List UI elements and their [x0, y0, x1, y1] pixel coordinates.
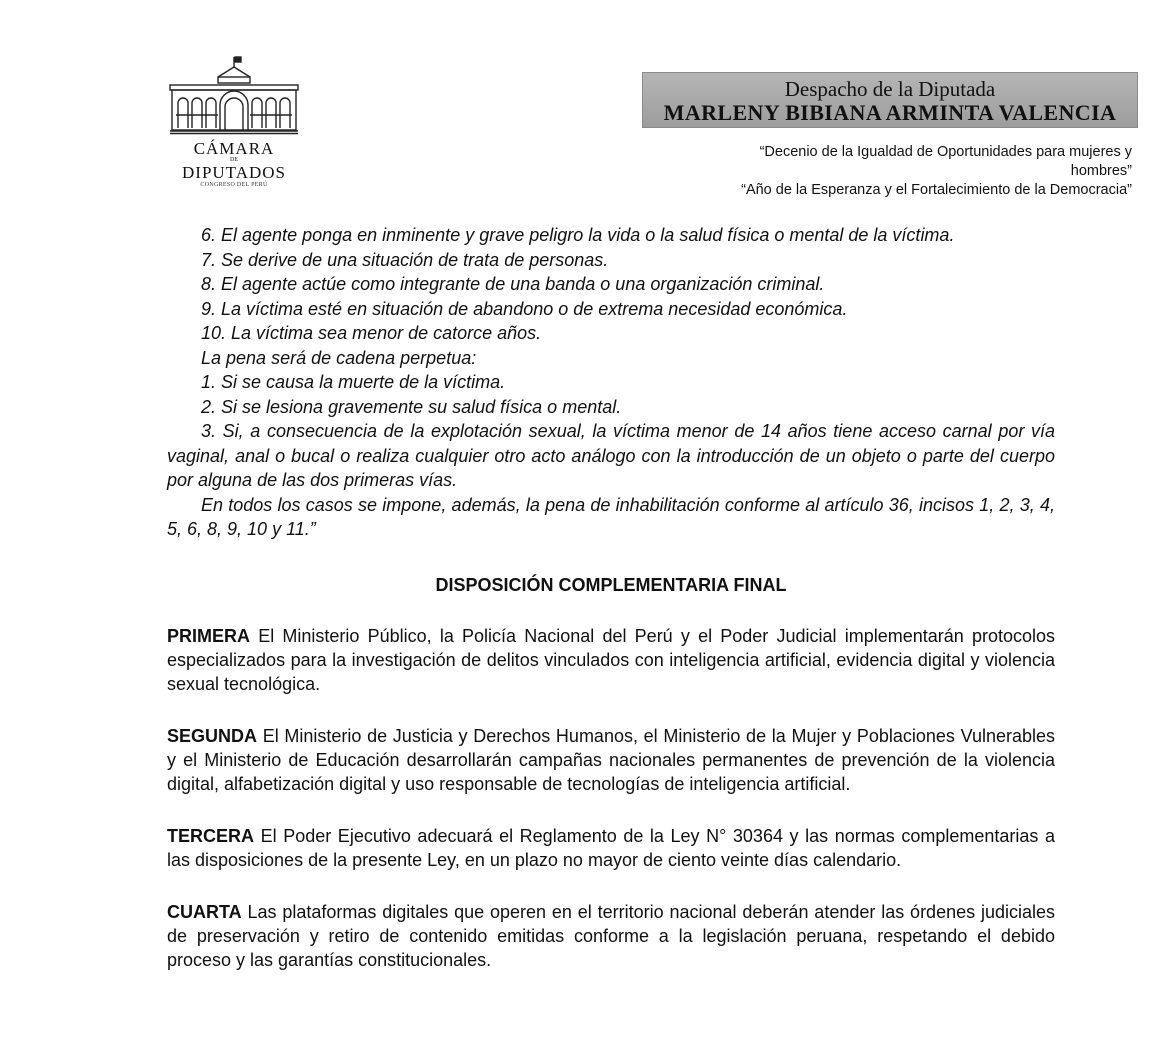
- list-item: 9. La víctima esté en situación de abandono o de extrema necesidad económica.: [201, 298, 848, 319]
- office-title: Despacho de la Diputada: [784, 77, 996, 101]
- list-item: 10. La víctima sea menor de catorce años.: [201, 323, 542, 343]
- disposition-cuarta: [167, 900, 1055, 972]
- congress-building-icon: [168, 55, 300, 135]
- disposition-text: El Ministerio de Justicia y Derechos Humanos, el Ministerio de la Mujer y Poblaciones Vulnerables y el Ministerio de Educación desarrollarán campañas nacionales permanentes de prevención de la violencia digital, alfabetización digital y uso responsable de tecnologías de inteligencia artificial.: [167, 725, 1055, 794]
- article-continuation: [167, 223, 1055, 542]
- list-item: 1. Si se causa la muerte de la víctima.: [201, 372, 506, 392]
- document-body: [167, 223, 1055, 972]
- disposition-segunda: [167, 724, 1055, 796]
- list-item: 8. El agente actúe como integrante de una banda o una organización criminal.: [201, 274, 825, 294]
- section-title: DISPOSICIÓN COMPLEMENTARIA FINAL: [435, 574, 787, 595]
- list-item: 3. Si, a consecuencia de la explotación sexual, la víctima menor de 14 años tiene acceso carnal por vía vaginal, anal o bucal o realiza cualquier otro acto análogo con la introducción de un objeto o parte del cuerpo por alguna de las dos primeras vías.: [167, 421, 1055, 490]
- disposition-label: SEGUNDA: [167, 725, 258, 746]
- year-name: “Año de la Esperanza y el Fortalecimiento de la Democracia”: [741, 182, 1132, 198]
- list-item: 7. Se derive de una situación de trata de personas.: [201, 249, 609, 270]
- disposition-text: El Ministerio Público, la Policía Nacional del Perú y el Poder Judicial implementarán protocolos especializados para la investigación de delitos vinculados con inteligencia artificial, evidencia digital y violencia sexual tecnológica.: [167, 625, 1055, 694]
- office-banner: [642, 72, 1138, 128]
- logo-text-diputados: DIPUTADOS: [182, 163, 286, 182]
- logo-text-congreso: CONGRESO DEL PERÚ: [200, 182, 268, 188]
- disposition-text: El Poder Ejecutivo adecuará el Reglamento de la Ley N° 30364 y las normas complementarias a las disposiciones de la presente Ley, en un plazo no mayor de ciento veinte días calendario.: [167, 825, 1055, 870]
- decenio-line-2: hombres”: [1070, 163, 1132, 179]
- deputy-name: MARLENY BIBIANA ARMINTA VALENCIA: [663, 100, 1117, 125]
- logo-text-de: DE: [230, 157, 238, 163]
- disposition-text: Las plataformas digitales que operen en el territorio nacional deberán atender las órdenes judiciales de preservación y retiro de contenido emitidas conforme a la legislación peruana, respetando el debido proceso y las garantías constitucionales.: [167, 901, 1055, 970]
- decenio-line-1: “Decenio de la Igualdad de Oportunidades para mujeres y: [759, 144, 1132, 160]
- disposition-label: PRIMERA: [167, 625, 251, 646]
- official-year-names: [640, 143, 1132, 200]
- list-item: 2. Si se lesiona gravemente su salud física o mental.: [201, 396, 622, 417]
- penalty-heading: La pena será de cadena perpetua:: [201, 347, 477, 368]
- disposition-tercera: [167, 824, 1055, 872]
- chamber-logo: [163, 55, 305, 205]
- disposition-label: TERCERA: [167, 825, 255, 846]
- disposition-primera: [167, 624, 1055, 696]
- logo-text-camara: CÁMARA: [193, 139, 275, 158]
- closing-paragraph: En todos los casos se impone, además, la pena de inhabilitación conforme al artículo 36, incisos 1, 2, 3, 4, 5, 6, 8, 9, 10 y 11.”: [167, 494, 1055, 539]
- list-item: 6. El agente ponga en inminente y grave peligro la vida o la salud física o mental de la víctima.: [201, 225, 955, 245]
- disposition-label: CUARTA: [167, 901, 242, 922]
